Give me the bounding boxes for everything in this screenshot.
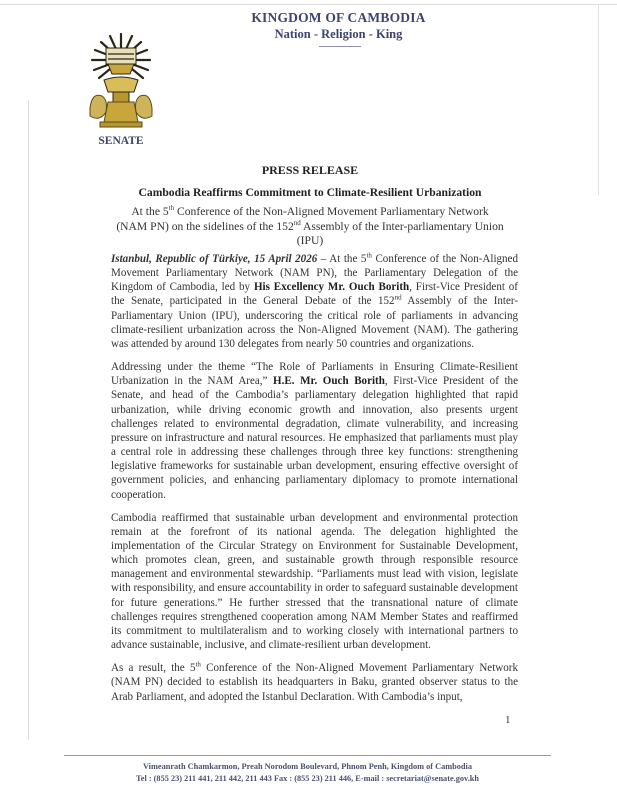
ordinal-suffix: th: [168, 204, 175, 213]
subheading-text: Assembly of the Inter-parliamentary Union: [300, 219, 504, 233]
scan-left-edge: [28, 100, 29, 740]
ordinal-suffix: th: [195, 660, 201, 669]
ordinal-suffix: nd: [394, 293, 402, 302]
paragraph-4: [111, 661, 518, 703]
dash: –: [317, 253, 330, 265]
subheading-text: Conference of the Non-Aligned Movement Parliamentary Network: [174, 205, 489, 218]
paragraph-text: Assembly of the Inter-Parliamentary Union (IPU), underscoring the critical role of parliaments in advancing climate-resilient urbanization across the Non-Aligned Movement (NAM). The gathering was attended by around 130 delegates from nearly 50 countries and organizations.: [111, 295, 518, 350]
paragraph-text: Conference of the Non-Aligned Movement Parliamentary Network (NAM PN), the Parliamentary Delegation of the Kingdom of Cambodia, led by: [111, 253, 518, 294]
subheading-text: At the 5: [131, 205, 169, 218]
page-number: 1: [505, 714, 511, 726]
document-type: PRESS RELEASE: [261, 163, 359, 177]
official-name: H.E. Mr. Ouch Borith: [273, 375, 385, 388]
ordinal-suffix: nd: [293, 218, 301, 227]
paragraph-2: [111, 360, 518, 502]
title-block: [60, 163, 560, 249]
footer: [64, 761, 551, 785]
footer-contact: Tel : (855 23) 211 441, 211 442, 211 443 Fax : (855 23) 211 446, E-mail : secretariat@senate.gov.kh: [135, 774, 480, 783]
headline: Cambodia Reaffirms Commitment to Climate-Resilient Urbanization: [138, 186, 482, 199]
subheading-text: (NAM PN) on the sidelines of the 152: [116, 219, 294, 233]
institution-name: SENATE: [98, 135, 144, 147]
ornament-divider: [319, 46, 361, 47]
paragraph-1: [111, 252, 518, 351]
paragraph-text: Conference of the Non-Aligned Movement Parliamentary Network (NAM PN) decided to establish its headquarters in Baku, granted observer status to the Arab Parliament, and adopted the Istanbul Declaration. With Cambodia’s input,: [111, 662, 518, 703]
subheading: [60, 205, 560, 249]
paragraph-text: Addressing under the theme “The Role of Parliaments in Ensuring Climate-Resilient Urbanization in the NAM Area,”: [111, 361, 518, 388]
scan-top-edge: [0, 4, 617, 5]
paragraph-text: As a result, the 5: [111, 662, 196, 675]
senate-emblem-icon: [86, 30, 156, 130]
footer-address: Vimeanrath Chamkarmon, Preah Norodom Boulevard, Phnom Penh, Kingdom of Cambodia: [143, 762, 472, 771]
subheading-text: (IPU): [296, 234, 324, 247]
official-name: His Excellency Mr. Ouch Borith: [253, 281, 410, 294]
paragraph-text: At the 5: [329, 253, 367, 265]
national-motto: Nation - Religion - King: [274, 27, 403, 41]
ordinal-suffix: th: [366, 251, 372, 260]
paragraph-3: Cambodia reaffirmed that sustainable urban development and environmental protection remain at the forefront of its national agenda. The delegation highlighted the implementation of the Circular Strategy on Environment for Sustainable Development, which promotes clean, green, and sustainable growth through responsible resource management and environmental stewardship. “Parliaments must lead with vision, legislate with responsibility, and ensure accountability in order to safeguard sustainable development for future generations.” He further stressed that the transnational nature of climate challenges requires strengthened cooperation among NAM Member States and reaffirmed its commitment to multilateralism and to working closely with international partners to advance sustainable, inclusive, and climate-resilient urban development.: [111, 511, 518, 652]
paragraph-text: , First-Vice President of the Senate, and head of the Cambodia’s parliamentary delegation highlighted that rapid urbanization, while driving economic growth and innovation, also presents urgent challenges related to environmental degradation, climate vulnerability, and increasing pressure on infrastructure and natural resources. He emphasized that parliaments must play a central role in addressing these challenges through three key functions: strengthening legislative frameworks for sustainable urban development, ensuring effective oversight of government policies, and enhancing parliamentary diplomacy to promote international cooperation.: [111, 375, 518, 501]
country-name: KINGDOM OF CAMBODIA: [251, 10, 426, 25]
dateline: Istanbul, Republic of Türkiye, 15 April 2026: [111, 253, 318, 265]
paragraph-text: , First-Vice President of the Senate, participated in the General Debate of the 152: [111, 281, 518, 308]
footer-divider: [64, 755, 551, 756]
document-body: [111, 252, 518, 713]
